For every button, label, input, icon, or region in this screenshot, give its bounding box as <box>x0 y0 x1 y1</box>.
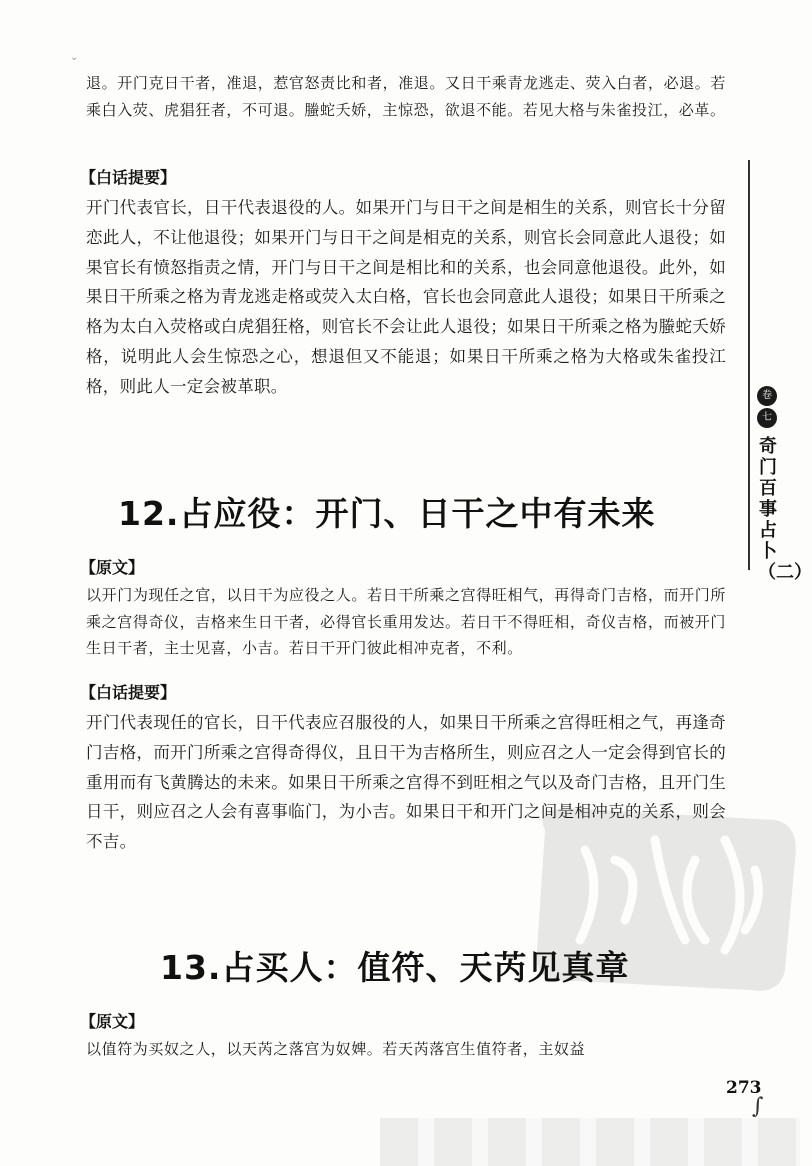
modern-summary-paragraph: 开门代表官长，日干代表退役的人。如果开门与日干之间是相生的关系，则官长十分留恋此人，不让他退役；如果开门与日干之间是相克的关系，则官长会同意此人退役；如果官长有愤怒指责之情，开门与日干之间是相比和的关系，也会同意他退役。此外，如果日干所乘之格为青龙逃走格或荧入太白格，官长也会同意此人退役；如果日干所乘之格为太白入荧格或白虎猖狂格，则官长不会让此人退役；如果日干所乘之格为螣蛇夭娇格，说明此人会生惊恐之心，想退但又不能退；如果日干所乘之格为大格或朱雀投江格，则此人一定会被革职。 <box>86 198 726 396</box>
chapter-badge: 卷 <box>757 386 777 406</box>
corner-mark: ⌄ <box>70 52 79 63</box>
section-12-original-heading: 【原文】 <box>80 558 145 577</box>
page-number: 273 <box>726 1078 762 1098</box>
footer-band <box>380 1118 800 1166</box>
section-12-original-paragraph: 以开门为现任之官，以日干为应役之人。若日干所乘之宫得旺相气，再得奇门吉格，而开门所乘之宫得奇仪，吉格来生日干者，必得官长重用发达。若日干不得旺相，奇仪吉格，而被开门生日干者，主士见喜，小吉。若日干开门彼此相冲克者，不利。 <box>86 586 726 657</box>
chapter-badge-number: 七 <box>757 408 777 428</box>
modern-summary-heading: 【白话提要】 <box>80 168 177 187</box>
sidebar-rule <box>748 160 750 570</box>
section-12-modern-heading: 【白话提要】 <box>80 683 177 702</box>
section-13-title: 13.占买人：值符、天芮见真章 <box>160 948 630 987</box>
section-12-title: 12.占应役：开门、日干之中有未来 <box>118 494 656 533</box>
section-13-original-paragraph: 以值符为买奴之人，以天芮之落宫为奴婢。若天芮落宫生值符者，主奴益 <box>86 1040 586 1058</box>
running-title: 奇门百事占卜（二） <box>758 436 812 583</box>
continued-original-paragraph: 退。开门克日干者，准退，惹官怒责比和者，准退。又日干乘青龙逃走、荧入白者，必退。若乘白入荧、虎猖狂者，不可退。螣蛇夭娇，主惊恐，欲退不能。若见大格与朱雀投江，必革。 <box>86 74 726 119</box>
section-13-original-heading: 【原文】 <box>80 1012 145 1031</box>
section-12-modern-paragraph: 开门代表现任的官长，日干代表应召服役的人，如果日干所乘之宫得旺相之气，再逢奇门吉格，而开门所乘之宫得奇得仪，且日干为吉格所生，则应召之人一定会得到官长的重用而有飞黄腾达的未来。如果日干所乘之宫得不到旺相之气以及奇门吉格，且开门生日干，则应召之人会有喜事临门，为小吉。如果日干和开门之间是相冲克的关系，则会不吉。 <box>86 713 726 852</box>
page-curl-icon: ∫ <box>752 1094 764 1119</box>
